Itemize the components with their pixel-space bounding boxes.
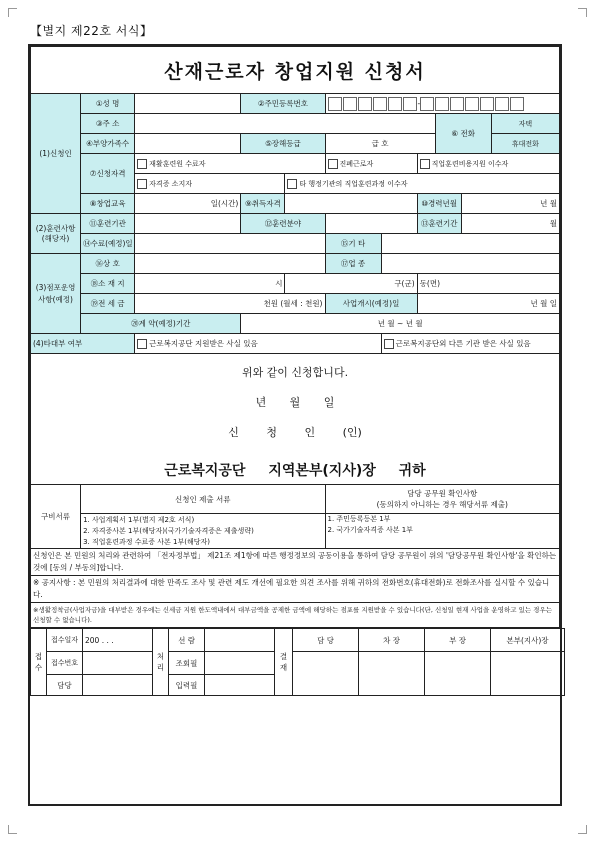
qual-option-2[interactable] bbox=[325, 154, 417, 174]
location-dong[interactable]: 동(면) bbox=[417, 274, 559, 294]
review-label: 선 람 bbox=[169, 629, 205, 652]
shop-name-field[interactable] bbox=[135, 254, 325, 274]
checkbox-icon[interactable] bbox=[137, 179, 147, 189]
input-field[interactable] bbox=[205, 675, 275, 696]
other-field[interactable] bbox=[381, 234, 559, 254]
form-title: 산재근로자 창업지원 신청서 bbox=[31, 47, 560, 94]
section3-label: (3)점포운영사항(예정) bbox=[31, 254, 81, 334]
location-gu[interactable]: 구(군) bbox=[285, 274, 417, 294]
declaration-date[interactable]: 년 월 일 bbox=[255, 396, 335, 409]
sign-manager[interactable] bbox=[425, 652, 491, 696]
crop-mark bbox=[578, 8, 587, 17]
applicant-doc-3: 3. 직업훈련과정 수료증 사본 1부(해당자) bbox=[83, 537, 211, 546]
checkbox-icon[interactable] bbox=[328, 159, 338, 169]
dependents-label: ④부양가족수 bbox=[81, 134, 135, 154]
name-label: ①성 명 bbox=[81, 94, 135, 114]
receipt-date-field[interactable]: 200 . . . bbox=[83, 629, 153, 652]
contract-label: ⑳계 약(예정)기간 bbox=[81, 314, 241, 334]
section4-label: (4)타대부 여부 bbox=[31, 334, 135, 354]
officer-doc-2: 2. 국가기술자격증 사본 1부 bbox=[327, 526, 413, 534]
receipt-number-label: 접수번호 bbox=[47, 652, 83, 675]
sign-deputy[interactable] bbox=[359, 652, 425, 696]
applicant-signature[interactable]: 신 청 인 (인) bbox=[228, 426, 362, 439]
qual-option-1[interactable] bbox=[135, 154, 325, 174]
checkbox-icon[interactable] bbox=[384, 339, 394, 349]
home-phone-label: 자택 bbox=[491, 114, 559, 134]
officer-docs-sub: (동의하지 아니하는 경우 해당서류 제출) bbox=[376, 500, 508, 509]
application-form bbox=[28, 44, 562, 806]
checkbox-icon[interactable] bbox=[137, 339, 147, 349]
form-number-label: 【별지 제22호 서식】 bbox=[30, 24, 153, 38]
training-period-label: ⑬훈련기간 bbox=[417, 214, 461, 234]
license-field[interactable] bbox=[285, 194, 417, 214]
checkbox-icon[interactable] bbox=[287, 179, 297, 189]
mobile-label: 휴대전화 bbox=[491, 134, 559, 154]
checkbox-icon[interactable] bbox=[137, 159, 147, 169]
approval-manager: 부 장 bbox=[425, 629, 491, 652]
declaration-area bbox=[31, 354, 560, 485]
qualification-label: ⑦신청자격 bbox=[81, 154, 135, 194]
officer-doc-1: 1. 주민등록등본 1부 bbox=[327, 515, 391, 523]
education-field[interactable]: 일(시간) bbox=[135, 194, 241, 214]
biz-type-label: ⑰업 종 bbox=[325, 254, 381, 274]
officer-docs-title: 담당 공무원 확인사항 bbox=[407, 489, 478, 498]
biz-type-field[interactable] bbox=[381, 254, 559, 274]
qual-option-5-text: 타 행정기관의 직업훈련과정 이수자 bbox=[299, 179, 408, 188]
applicant-docs-list bbox=[81, 514, 325, 549]
address-field[interactable] bbox=[135, 114, 436, 134]
addressee: 근로복지공단 지역본부(지사)장 귀하 bbox=[164, 463, 426, 479]
training-field-field[interactable] bbox=[325, 214, 417, 234]
license-label: ⑨취득자격 bbox=[241, 194, 285, 214]
start-date-label: 사업개시(예정)일 bbox=[325, 294, 417, 314]
deposit-field[interactable]: 천원 (월세 : 천원) bbox=[135, 294, 325, 314]
approval-label: 결재 bbox=[275, 629, 293, 696]
officer-docs-header bbox=[325, 485, 560, 514]
approval-deputy: 차 장 bbox=[359, 629, 425, 652]
crop-mark bbox=[8, 825, 17, 834]
education-label: ⑧창업교육 bbox=[81, 194, 135, 214]
applicant-docs-header: 신청인 제출 서류 bbox=[81, 485, 325, 514]
training-period-field[interactable]: 월 bbox=[461, 214, 559, 234]
rrn-field[interactable] bbox=[325, 94, 560, 114]
crop-mark bbox=[8, 8, 17, 17]
receipt-label: 접수 bbox=[31, 629, 47, 696]
loan-option-1-text: 근로복지공단 지원받은 사실 있음 bbox=[149, 339, 258, 348]
start-date-field[interactable]: 년 월 일 bbox=[417, 294, 559, 314]
rrn-dash: - bbox=[417, 98, 421, 108]
completion-field[interactable] bbox=[135, 234, 325, 254]
loan-option-2-text: 근로복지공단외 다른 기관 받은 사실 있음 bbox=[395, 339, 531, 348]
qual-option-3-text: 직업훈련비용지원 이수자 bbox=[431, 159, 509, 168]
training-inst-label: ⑪훈련기관 bbox=[81, 214, 135, 234]
career-label: ⑩경력년월 bbox=[417, 194, 461, 214]
section2-label: (2)훈련사항(해당자) bbox=[31, 214, 81, 254]
sign-head[interactable] bbox=[491, 652, 565, 696]
declaration-text: 위와 같이 신청합니다. bbox=[241, 366, 349, 379]
survey-notice: ※ 공지사항 : 본 민원의 처리결과에 대한 만족도 조사 및 관련 제도 개선에 필요한 의견 조사를 위해 귀하의 전화번호(휴대전화)로 전화조사를 실시할 수 있습니다. bbox=[31, 576, 560, 603]
officer-docs-list bbox=[325, 514, 560, 549]
sign-staff[interactable] bbox=[293, 652, 359, 696]
receipt-number-field[interactable] bbox=[83, 652, 153, 675]
review-field[interactable] bbox=[205, 629, 275, 652]
input-label: 입력필 bbox=[169, 675, 205, 696]
receipt-staff-field[interactable] bbox=[83, 675, 153, 696]
training-inst-field[interactable] bbox=[135, 214, 241, 234]
consent-notice: 신청인은 본 민원의 처리와 관련하여 「전자정부법」 제21조 제1항에 따른 행정정보의 공동이용을 통하여 담당 공무원이 위의 '담당공무원 확인사항'을 확인하는 것에 [동의 / 부동의]합니다. bbox=[31, 549, 560, 576]
inquiry-label: 조회필 bbox=[169, 652, 205, 675]
loan-option-2[interactable] bbox=[381, 334, 559, 354]
training-field-label: ⑫훈련분야 bbox=[241, 214, 325, 234]
approval-staff: 담 당 bbox=[293, 629, 359, 652]
name-field[interactable] bbox=[135, 94, 241, 114]
process-label: 처리 bbox=[153, 629, 169, 696]
address-label: ③주 소 bbox=[81, 114, 135, 134]
inquiry-field[interactable] bbox=[205, 652, 275, 675]
shop-name-label: ⑯상 호 bbox=[81, 254, 135, 274]
qual-option-2-text: 진폐근로자 bbox=[339, 159, 374, 168]
qual-option-3[interactable] bbox=[417, 154, 559, 174]
qual-option-1-text: 재활훈련원 수료자 bbox=[149, 159, 206, 168]
applicant-doc-2: 2. 자격증사본 1부(해당자)(국가기술자격증은 제출생략) bbox=[83, 526, 254, 535]
rrn-label: ②주민등록번호 bbox=[241, 94, 325, 114]
approval-head: 본부(지사)장 bbox=[491, 629, 565, 652]
receipt-staff-label: 담당 bbox=[47, 675, 83, 696]
qual-option-4-text: 자격증 소지자 bbox=[149, 179, 192, 188]
processing-table bbox=[30, 628, 565, 696]
crop-mark bbox=[578, 825, 587, 834]
section1-label: (1)신청인 bbox=[31, 94, 81, 214]
location-city[interactable]: 시 bbox=[135, 274, 285, 294]
qual-option-4[interactable] bbox=[135, 174, 285, 194]
career-field[interactable]: 년 월 bbox=[461, 194, 559, 214]
disability-label: ⑤장해등급 bbox=[241, 134, 325, 154]
contract-field[interactable]: 년 월 ~ 년 월 bbox=[241, 314, 560, 334]
completion-label: ⑭수료(예정)일 bbox=[81, 234, 135, 254]
deposit-label: ⑲전 세 금 bbox=[81, 294, 135, 314]
form-table bbox=[30, 46, 560, 628]
receipt-date-label: 접수일자 bbox=[47, 629, 83, 652]
qual-option-5[interactable] bbox=[285, 174, 560, 194]
applicant-doc-1: 1. 사업계획서 1부(별지 제2호 서식) bbox=[83, 515, 195, 524]
loan-option-1[interactable] bbox=[135, 334, 381, 354]
dependents-field[interactable] bbox=[135, 134, 241, 154]
loan-notice: ※생활정착금(사업자금)을 대부받은 경우에는 신세금 지원 한도액내에서 대부금액을 공제한 금액에 해당하는 점포를 지원받을 수 있습니다(단, 신청일 현재 사업을 운영하고 있는 경우는 신청할 수 없습니다). bbox=[31, 603, 560, 628]
other-label: ⑮기 타 bbox=[325, 234, 381, 254]
location-label: ⑱소 재 지 bbox=[81, 274, 135, 294]
documents-label: 구비서류 bbox=[31, 485, 81, 549]
phone-label: ⑥ 전화 bbox=[435, 114, 491, 154]
disability-grade[interactable]: 급 호 bbox=[325, 134, 435, 154]
checkbox-icon[interactable] bbox=[420, 159, 430, 169]
